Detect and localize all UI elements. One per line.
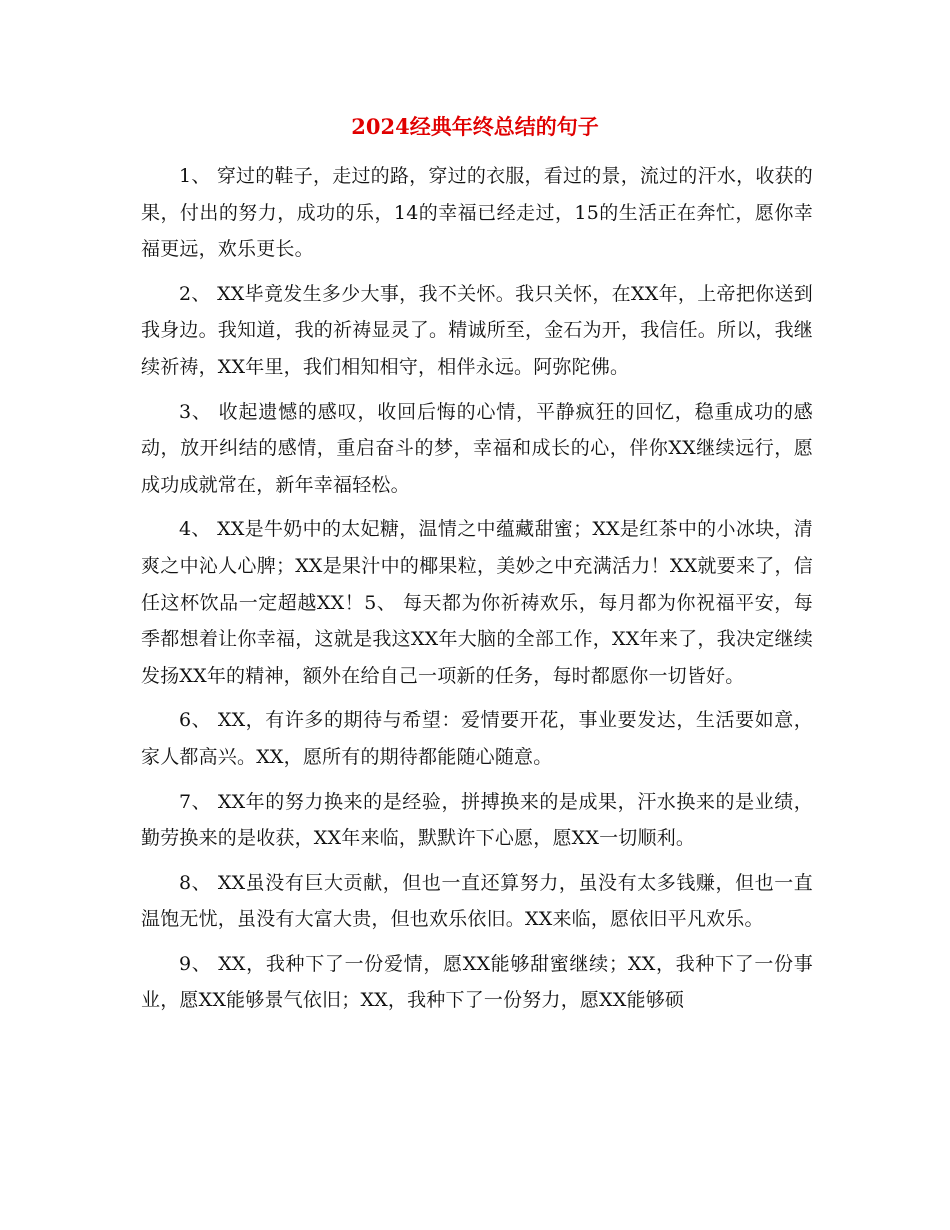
paragraph-7: 7、 XX年的努力换来的是经验，拼搏换来的是成果，汗水换来的是业绩，勤劳换来的是收获，XX年来临，默默许下心愿，愿XX一切顺利。 bbox=[141, 790, 813, 850]
paragraph-3: 3、 收起遗憾的感叹，收回后悔的心情，平静疯狂的回忆，稳重成功的感动，放开纠结的感情，重启奋斗的梦，幸福和成长的心，伴你XX继续远行，愿成功成就常在，新年幸福轻松。 bbox=[141, 400, 813, 496]
document-title: 2024经典年终总结的句子 bbox=[351, 114, 599, 139]
document-body bbox=[141, 158, 813, 1027]
paragraph-8: 8、 XX虽没有巨大贡献，但也一直还算努力，虽没有太多钱赚，但也一直温饱无忧，虽没有大富大贵，但也欢乐依旧。XX来临，愿依旧平凡欢乐。 bbox=[141, 871, 813, 931]
paragraph-1: 1、 穿过的鞋子，走过的路，穿过的衣服，看过的景，流过的汗水，收获的果，付出的努力，成功的乐，14的幸福已经走过，15的生活正在奔忙，愿你幸福更远，欢乐更长。 bbox=[141, 165, 813, 261]
paragraph-4: 4、 XX是牛奶中的太妃糖，温情之中蕴藏甜蜜；XX是红茶中的小冰块，清爽之中沁人心脾；XX是果汁中的椰果粒，美妙之中充满活力！XX就要来了，信任这杯饮品一定超越XX！5、 每天都为你祈祷欢乐，每月都为你祝福平安，每季都想着让你幸福，这就是我这XX年大脑的全部工作，XX年来了，我决定继续发扬XX年的精神，额外在给自己一项新的任务，每时都愿你一切皆好。 bbox=[141, 518, 813, 687]
paragraph-2: 2、 XX毕竟发生多少大事，我不关怀。我只关怀，在XX年，上帝把你送到我身边。我知道，我的祈祷显灵了。精诚所至，金石为开，我信任。所以，我继续祈祷，XX年里，我们相知相守，相伴永远。阿弥陀佛。 bbox=[141, 282, 814, 378]
paragraph-9: 9、 XX，我种下了一份爱情，愿XX能够甜蜜继续；XX，我种下了一份事业，愿XX能够景气依旧；XX，我种下了一份努力，愿XX能够硕 bbox=[141, 952, 813, 1012]
paragraph-6: 6、 XX，有许多的期待与希望：爱情要开花，事业要发达，生活要如意，家人都高兴。XX，愿所有的期待都能随心随意。 bbox=[141, 709, 813, 768]
